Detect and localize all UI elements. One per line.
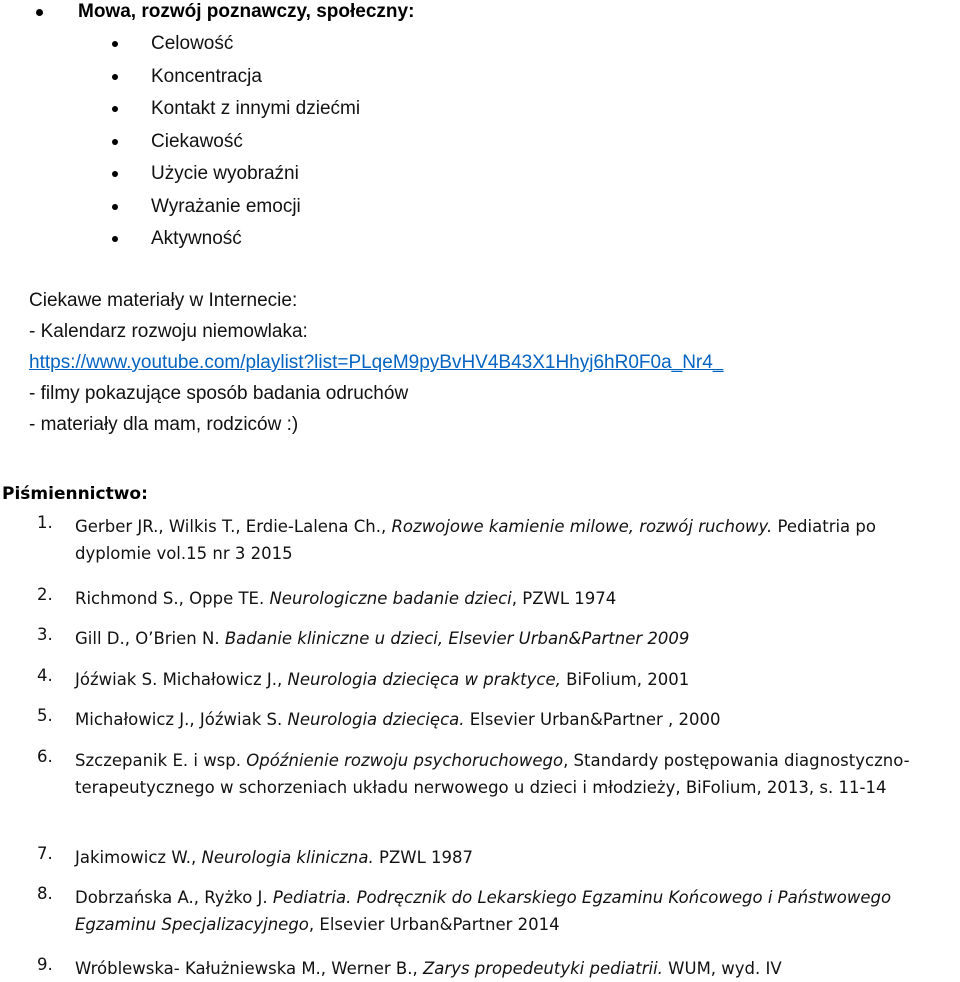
bullet-icon [112, 204, 118, 210]
materials-title: Ciekawe materiały w Internecie: [29, 290, 298, 311]
bibliography-title: Piśmiennictwo: [2, 484, 148, 504]
calendar-label: - Kalendarz rozwoju niemowlaka: [29, 321, 308, 342]
bullet-icon [112, 171, 118, 177]
parents-label: - materiały dla mam, rodziców :) [29, 414, 299, 435]
bullet-icon [112, 106, 118, 112]
bullet-icon [112, 139, 118, 145]
bullet-icon [36, 9, 43, 16]
playlist-link[interactable]: https://www.youtube.com/playlist?list=PLqeM9pyBvHV4B43X1Hhyj6hR0F0a_Nr4_ [29, 352, 724, 373]
internet-materials [29, 288, 723, 443]
films-label: - filmy pokazujące sposób badania odruchów [29, 383, 409, 404]
document-page: Mowa, rozwój poznawczy, społeczny: Celowość Koncentracja Kontakt z innymi dziećmi Ciekawość Użycie wyobraźni Wyrażanie emocji Aktywność Ciekawe materiały w Internecie: - Kalendarz rozwoju niemowlaka: https://www.youtube.com/playlist?list=PLqeM9pyBvHV4B43X1Hhyj6hR0F0a_Nr4_ - filmy pokazujące sposób badania odruchów - materiały dla mam, rodziców :) Piśmiennictwo: 1. Gerber JR., Wilkis T., Erdie-Lalena Ch., Rozwojowe kamienie milowe, rozwój ruchowy. Pediatria po dyplomie vol.15 nr 3 2015 2. Richmond S., Oppe TE. Neurologiczne badanie dzieci, PZWL 1974 3. Gill D., O’Brien N. Badanie kliniczne u dzieci, Elsevier Urban&Partner 2009 4. Jóźwiak S. Michałowicz J., Neurologia dziecięca w praktyce, BiFolium, 2001 5. Michałowicz J., Jóźwiak S. Neurologia dziecięca. Elsevier Urban&Partner , 2000 6. Szczepanik E. i wsp. Opóźnienie rozwoju psychoruchowego, Standardy postępowania diagnostyczno-terapeutycznego w schorzeniach układu nerwowego u dzieci i młodzieży, BiFolium, 2013, s. 11-14 7. Jakimowicz W., Neurologia kliniczna. PZWL 1987 8. Dobrzańska A., Ryżko J. Pediatria. Podręcznik do Lekarskiego Egzaminu Końcowego i Państwowego Egzaminu Specjalizacyjnego, Elsevier Urban&Partner 2014 9. Wróblewska- Kałużniewska M., Werner B., Zarys propedeutyki pediatrii. WUM, wyd. IV [2, 1, 910, 978]
bullet-icon [112, 74, 118, 80]
bullet-icon [112, 236, 118, 242]
bullet-icon [112, 41, 118, 47]
development-heading: Mowa, rozwój poznawczy, społeczny: [78, 1, 415, 22]
